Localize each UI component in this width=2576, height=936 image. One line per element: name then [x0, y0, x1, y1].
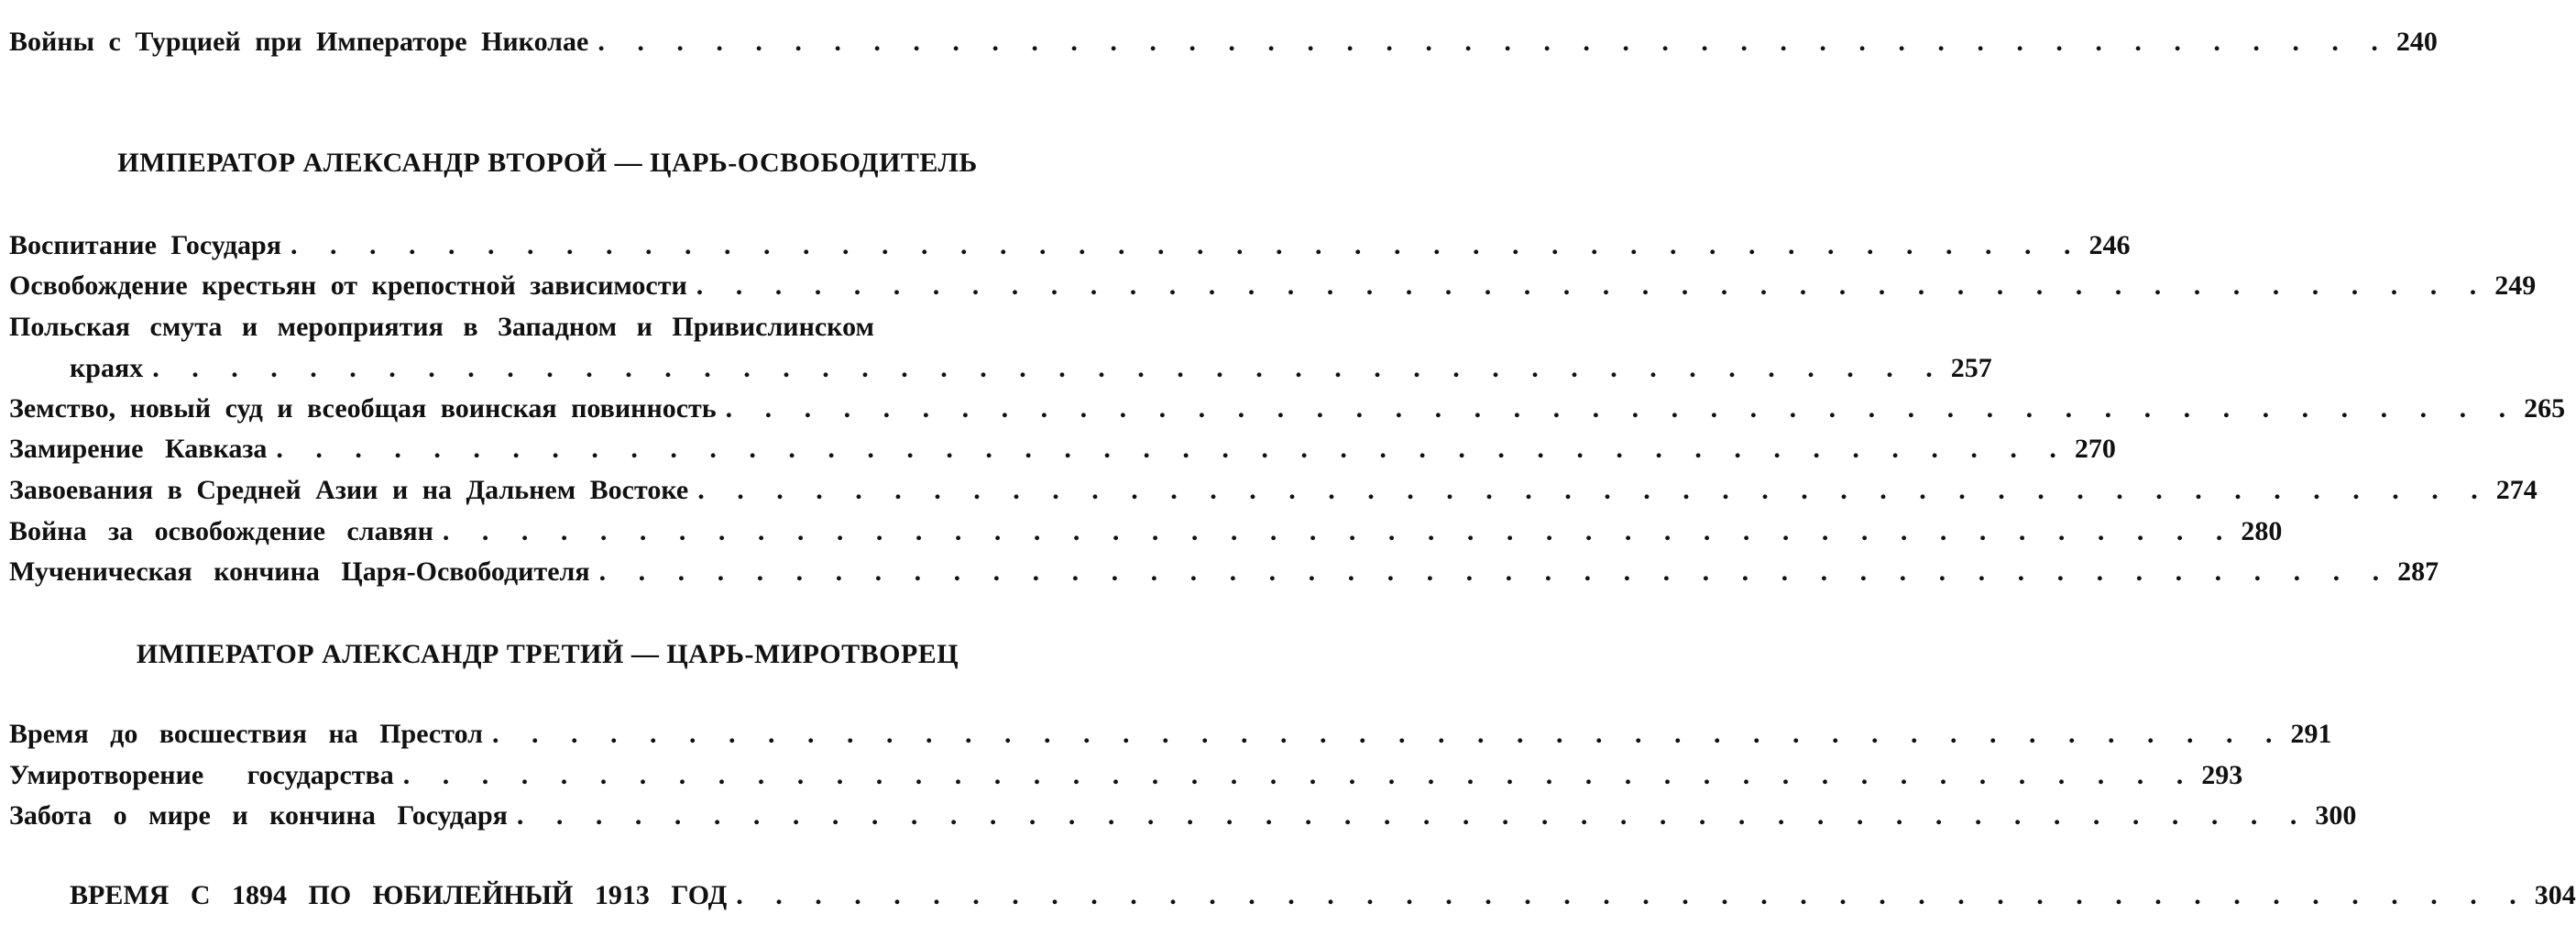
entry-title: Война за освобождение славян — [9, 516, 433, 546]
entry-title: Время до восшествия на Престол — [9, 719, 484, 749]
entry-title: краях — [70, 353, 144, 383]
toc-entry — [9, 513, 2283, 550]
entry-page-number: 274 — [2495, 475, 2538, 505]
entry-title: ВРЕМЯ С 1894 ПО ЮБИЛЕЙНЫЙ 1913 ГОД — [70, 880, 728, 910]
dot-leader: . . . . . . . . . . . . . . . . . . . . . . . . . . . . . . . . . . . . . . . . . . . . . . — [492, 719, 2286, 749]
dot-leader: . . . . . . . . . . . . . . . . . . . . . . . . . . . . . . . . . . . . . . . . . . . . . . — [402, 760, 2197, 790]
entry-page-number: 304 — [2534, 880, 2576, 910]
section-heading: ИМПЕРАТОР АЛЕКСАНДР ВТОРОЙ — ЦАРЬ-ОСВОБОДИТЕЛЬ — [117, 148, 978, 178]
entry-title: Войны с Турцией при Императоре Николае — [9, 27, 589, 57]
toc-entry — [9, 472, 2538, 509]
dot-leader: . . . . . . . . . . . . . . . . . . . . . . . . . . . . . . . . . . . . . . . . . . . . . . — [697, 475, 2491, 505]
entry-title: Освобождение крестьян от крепостной зависимости — [9, 270, 687, 301]
entry-title: Польская смута и мероприятия в Западном и Привислинском — [9, 312, 874, 342]
toc-entry — [9, 391, 2566, 427]
entry-title: Земство, новый суд и всеобщая воинская повинность — [9, 393, 717, 424]
dot-leader: . . . . . . . . . . . . . . . . . . . . . . . . . . . . . . . . . . . . . . . . . . . . . . — [598, 556, 2393, 587]
entry-page-number: 287 — [2397, 556, 2439, 587]
toc-entry — [9, 309, 1083, 346]
entry-page-number: 240 — [2395, 27, 2438, 57]
dot-leader: . . . . . . . . . . . . . . . . . . . . . . . . . . . . . . . . . . . . . . . . . . . . . . — [276, 434, 2069, 464]
toc-entry — [9, 24, 2438, 61]
dot-leader: . . . . . . . . . . . . . . . . . . . . . . . . . . . . . . . . . . . . . . . . . . . . . . — [290, 230, 2084, 260]
toc-entry — [9, 554, 2439, 590]
toc-entry — [9, 798, 2357, 834]
entry-page-number: 270 — [2074, 434, 2116, 464]
entry-title: Замирение Кавказа — [9, 434, 268, 464]
dot-leader: . . . . . . . . . . . . . . . . . . . . . . . . . . . . . . . . . . . . . . . . . . . . . . — [152, 353, 1946, 383]
toc-entry — [9, 757, 2243, 794]
entry-page-number: 257 — [1950, 353, 1992, 383]
toc-entry — [70, 877, 2576, 914]
entry-page-number: 246 — [2088, 230, 2131, 260]
dot-leader: . . . . . . . . . . . . . . . . . . . . . . . . . . . . . . . . . . . . . . . . . . . . . . — [516, 800, 2310, 831]
section-heading: ИМПЕРАТОР АЛЕКСАНДР ТРЕТИЙ — ЦАРЬ-МИРОТВОРЕЦ — [136, 639, 959, 669]
entry-page-number: 300 — [2315, 800, 2357, 831]
dot-leader: . . . . . . . . . . . . . . . . . . . . . . . . . . . . . . . . . . . . . . . . . . . . . . — [725, 393, 2519, 424]
entry-title: Мученическая кончина Царя-Освободителя — [9, 556, 590, 587]
entry-title: Умиротворение государства — [9, 760, 394, 790]
dot-leader: . . . . . . . . . . . . . . . . . . . . . . . . . . . . . . . . . . . . . . . . . . . . . . — [696, 270, 2490, 301]
toc-entry — [9, 716, 2332, 753]
entry-title: Воспитание Государя — [9, 230, 281, 260]
toc-entry — [70, 350, 1992, 387]
entry-title: Забота о мире и кончина Государя — [9, 800, 508, 831]
entry-page-number: 291 — [2290, 719, 2332, 749]
entry-page-number: 249 — [2494, 270, 2537, 301]
dot-leader: . . . . . . . . . . . . . . . . . . . . . . . . . . . . . . . . . . . . . . . . . . . . . . — [597, 27, 2391, 57]
dot-leader: . . . . . . . . . . . . . . . . . . . . . . . . . . . . . . . . . . . . . . . . . . . . . . — [442, 516, 2236, 546]
dot-leader: . . . . . . . . . . . . . . . . . . . . . . . . . . . . . . . . . . . . . . . . . . . . . . — [736, 880, 2529, 910]
toc-entry — [9, 431, 2116, 468]
toc-entry — [9, 227, 2131, 264]
entry-page-number: 280 — [2241, 516, 2283, 546]
entry-title: Завоевания в Средней Азии и на Дальнем Востоке — [9, 475, 689, 505]
toc-entry — [9, 268, 2537, 304]
entry-page-number: 265 — [2524, 393, 2566, 424]
entry-page-number: 293 — [2201, 760, 2243, 790]
